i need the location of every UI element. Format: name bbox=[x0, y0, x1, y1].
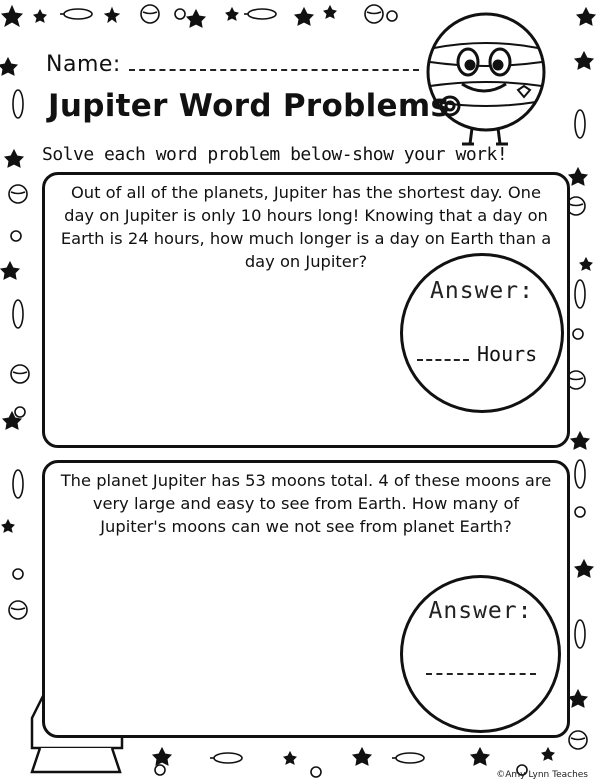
instructions: Solve each word problem below-show your work! bbox=[42, 144, 508, 165]
answer-circle-1[interactable] bbox=[400, 253, 564, 413]
answer-line-1[interactable] bbox=[417, 342, 551, 366]
problem-text-2: The planet Jupiter has 53 moons total. 4 of these moons are very large and easy to see from Earth. How many of Jupiter's moons can we not see from planet Earth? bbox=[60, 471, 552, 536]
answer-blank-2[interactable] bbox=[426, 673, 536, 675]
answer-line-2[interactable] bbox=[403, 656, 558, 680]
name-label: Name: bbox=[46, 52, 121, 77]
answer-unit-1: Hours bbox=[477, 342, 538, 366]
answer-label-1: Answer: bbox=[430, 278, 534, 304]
jupiter-mascot-icon bbox=[404, 10, 574, 150]
answer-blank-1[interactable] bbox=[417, 359, 469, 361]
problem-box-1 bbox=[42, 172, 570, 448]
answer-label-2: Answer: bbox=[428, 598, 533, 624]
name-blank-line[interactable] bbox=[129, 69, 419, 71]
copyright-credit: ©Amy Lynn Teaches bbox=[496, 770, 588, 780]
page-title: Jupiter Word Problems bbox=[48, 88, 450, 124]
name-field[interactable] bbox=[46, 52, 419, 77]
problem-box-2 bbox=[42, 460, 570, 738]
answer-circle-2[interactable] bbox=[400, 575, 561, 733]
problem-text-1: Out of all of the planets, Jupiter has the shortest day. One day on Jupiter is only 10 hours long! Knowing that a day on Earth is 24 hours, how much longer is a day on Earth than a day on Jupiter? bbox=[60, 183, 552, 271]
